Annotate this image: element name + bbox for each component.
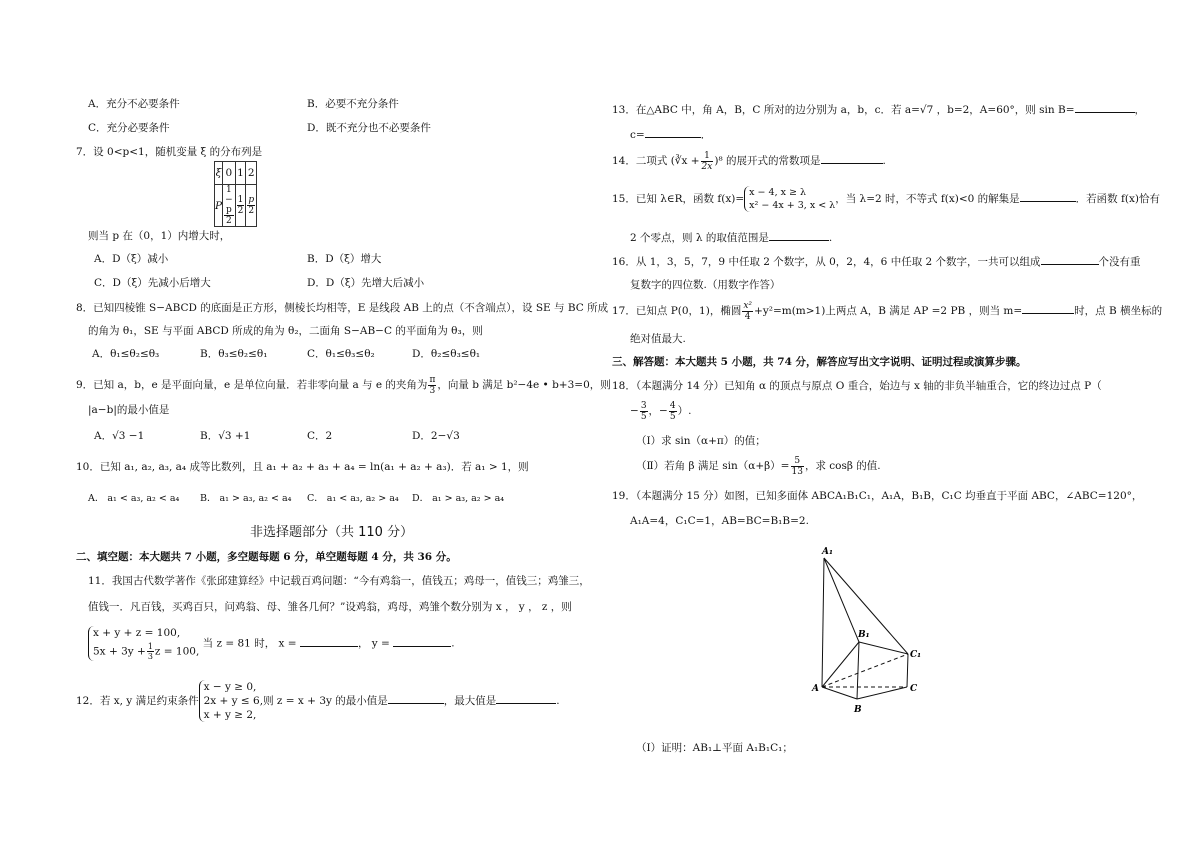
q11-end: . [451,637,455,650]
q14-line [612,148,886,174]
q9-line-1 [76,372,611,398]
q13-comma: ， [1134,104,1146,116]
answer-blank [645,127,701,138]
fraction-numerator: p [248,195,255,205]
section-2-heading: 二、填空题：本大题共 7 小题，多空题每题 6 分，单空题每题 4 分，共 36 分。 [76,551,457,563]
q7-option-d: D．D（ξ）先增大后减小 [307,277,425,289]
q8-option-b: B．θ₃≤θ₂≤θ₁ [200,348,268,360]
table-cell [223,185,236,227]
q11-equation-1: x + y + z = 100, [93,627,181,639]
q15-line-2 [630,230,832,245]
q9-text-a: 9．已知 a，b，e 是平面向量，e 是单位向量．若非零向量 a 与 e 的夹角为 [76,379,428,391]
label-a1: A₁ [822,547,833,557]
q18-line-2 [630,398,691,424]
label-c: C [910,684,918,694]
piecewise-brace [744,186,835,212]
polyhedron-figure [800,542,930,717]
q15-end: . [828,232,833,244]
fraction-numerator: 5 [791,456,804,467]
q12-constraint-3: x + y ≥ 2, [203,709,257,721]
answer-blank [393,636,451,647]
q16-line-1 [612,254,1141,269]
answer-blank [1041,254,1099,265]
q15-text-a: 15．已知 λ∈R，函数 f(x)= [612,193,745,205]
q8-line-2: 的角为 θ₁，SE 与平面 ABCD 所成的角为 θ₂，二面角 S−AB−C 的平面角为 θ₃，则 [88,325,483,337]
q18-line-1: 18．（本题满分 14 分）已知角 α 的顶点与原点 O 重合，始边与 x 轴的非负半轴重合，它的终边过点 P（ [612,380,1102,392]
q7-option-c: C．D（ξ）先减小后增大 [94,277,211,289]
q19-line-1: 19．（本题满分 15 分）如图，已知多面体 ABCA₁B₁C₁，A₁A，B₁B，C₁C 均垂直于平面 ABC，∠ABC=120°， [612,490,1143,502]
q11-eq2-b: z = 100, [154,645,200,658]
table-cell [235,185,246,227]
fraction-numerator: 1 [147,642,153,651]
constraint-brace [199,680,264,722]
table-cell: ξ [215,162,223,185]
q10-option-b: B． a₁ > a₃, a₂ < a₄ [200,493,292,504]
q14-text-b: )⁸ 的展开式的常数项是 [714,155,821,167]
fraction-denominator: 2 [225,216,232,226]
q8-option-a: A．θ₁≤θ₂≤θ₃ [92,348,160,360]
q11-system [88,626,455,661]
table-cell: 1 [235,162,246,185]
fraction-denominator: 2x [701,161,713,172]
q12-end: . [556,695,560,707]
section-3-heading: 三、解答题：本大题共 5 小题，共 74 分，解答应写出文字说明、证明过程或演算步骤。 [612,356,1027,368]
q13-c: c= [630,129,645,141]
table-cell [246,185,257,227]
q8-option-d: D．θ₂≤θ₃≤θ₁ [412,348,481,360]
q10-option-c: C． a₁ < a₃, a₂ > a₄ [307,493,399,504]
q9-option-c: C．2 [307,430,333,442]
q8-line-1: 8．已知四棱锥 S−ABCD 的底面是正方形，侧棱长均相等，E 是线段 AB 上的点（不含端点），设 SE 与 BC 所成 [76,302,609,314]
q13-line-2 [630,127,711,142]
q16-text-b: 个没有重 [1098,256,1141,268]
q15-text-b: ，当 λ=2 时，不等式 f(x)<0 的解集是 [835,193,1020,205]
table-cell: P [215,185,223,227]
fraction-numerator: 1 [701,151,714,162]
table-cell: 0 [223,162,236,185]
q6-option-d: D．既不充分也不必要条件 [307,122,431,134]
label-a: A [812,684,819,694]
q6-option-b: B．必要不充分条件 [307,98,399,110]
label-c1: C₁ [910,650,922,660]
q12-line [76,680,560,722]
q12-constraint-2: 2x + y ≤ 6, [203,695,264,707]
fraction-numerator: 1 − p [225,185,233,215]
fraction-denominator: 2 [248,206,255,216]
q15-text-c: ．若函数 f(x)恰有 [1075,193,1161,205]
q6-option-c: C．充分必要条件 [88,122,170,134]
fraction-numerator: x² [743,300,753,311]
table-cell: 2 [246,162,257,185]
q7-stem: 7．设 0<p<1，随机变量 ξ 的分布列是 [76,146,263,158]
q19-part-1: （Ⅰ）证明：AB₁⊥平面 A₁B₁C₁； [636,742,793,754]
q18-p2-text-b: ，求 cosβ 的值. [804,460,881,472]
answer-blank [1020,191,1076,202]
q14-end: . [882,155,886,167]
q13-line-1 [612,102,1145,117]
answer-blank [1022,303,1074,314]
q11-eq2-a: 5x + 3y + [93,645,146,658]
fraction-numerator: 3 [640,400,647,411]
answer-blank [388,693,444,704]
q10-option-d: D． a₁ > a₃, a₂ > a₄ [412,493,505,504]
q18-minus: − [630,405,639,417]
q18-p2-text-a: （Ⅱ）若角 β 满足 sin（α+β）= [636,460,790,472]
q7-distribution-table [214,161,257,227]
q11-when: 当 z = 81 时， x = [202,637,297,650]
answer-blank [1075,102,1135,113]
fraction-numerator: π [429,374,436,385]
answer-blank [769,230,829,241]
q12-mid: 则 z = x + 3y 的最小值是 [263,695,388,707]
label-b1: B₁ [858,630,870,640]
q16-line-2: 复数字的四位数.（用数字作答） [630,279,781,291]
q11-y: ， y = [357,637,390,650]
fraction-numerator: 4 [669,400,676,411]
fraction-numerator: 1 [237,195,244,205]
q14-text-a: 14．二项式 (∛x + [612,155,700,167]
q6-option-a: A．充分不必要条件 [88,98,180,110]
answer-blank [496,693,556,704]
q19-line-2: A₁A=4，C₁C=1，AB=BC=B₁B=2. [630,515,809,527]
q12-max: ，最大值是 [443,695,497,707]
q13-end: ． [700,129,712,141]
part-title: 非选择题部分（共 110 分） [250,525,414,540]
q17-text-a: 17．已知点 P(0，1)，椭圆 [612,305,742,317]
q17-line-1 [612,298,1162,324]
fraction-denominator: 13 [791,466,803,477]
fraction-denominator: 5 [669,411,676,422]
q9-option-b: B．√3 +1 [200,430,251,442]
q18-part-2 [636,453,881,479]
q9-text-b: ，向量 b 满足 b²−4e • b+3=0，则 [437,379,611,391]
fraction-denominator: 3 [429,385,436,396]
q7-ask: 则当 p 在（0，1）内增大时， [88,230,231,242]
q15-line-1 [612,186,1160,212]
q18-comma: ，− [648,405,668,417]
q9-option-a: A．√3 −1 [94,430,145,442]
q17-text-c: 时，点 B 横坐标的 [1074,305,1163,317]
q17-line-2: 绝对值最大. [630,333,686,345]
q7-option-a: A．D（ξ）减小 [94,253,169,265]
label-b: B [854,705,862,715]
q17-text-b: +y²=m(m>1)上两点 A，B 满足 AP =2 PB ，则当 m= [754,305,1023,317]
q10-option-a: A． a₁ < a₃, a₂ < a₄ [88,493,180,504]
q15-case-1: x − 4, x ≥ λ [749,187,806,198]
fraction-denominator: 5 [640,411,647,422]
q7-option-b: B．D（ξ）增大 [307,253,382,265]
answer-blank [300,636,358,647]
q15-case-2: x² − 4x + 3, x < λ [749,200,836,211]
fraction-denominator: 2 [237,206,244,216]
q8-option-c: C．θ₁≤θ₃≤θ₂ [307,348,375,360]
q9-option-d: D．2−√3 [412,430,460,442]
q11-equation-2 [93,642,199,661]
q18-part-1: （Ⅰ）求 sin（α+π）的值； [636,435,766,447]
q15-range: 2 个零点，则 λ 的取值范围是 [630,232,769,244]
q11-line-2: 值钱一．凡百钱，买鸡百只，问鸡翁、母、雏各几何？”设鸡翁，鸡母，鸡雏个数分别为 x ， y ， z ，则 [88,601,572,613]
q11-line-1: 11．我国古代数学著作《张邱建算经》中记载百鸡问题：“今有鸡翁一，值钱五；鸡母一，值钱三；鸡雏三， [88,575,590,587]
equation-brace [88,626,199,661]
q13-text: 13．在△ABC 中，角 A，B，C 所对的边分别为 a，b，c．若 a=√7 ，b=2，A=60°，则 sin B= [612,104,1075,116]
fraction-denominator: 3 [147,652,153,661]
q9-line-2: |a−b|的最小值是 [88,404,170,416]
q12-pre: 12．若 x, y 满足约束条件 [76,695,199,707]
q10-line-1: 10．已知 a₁, a₂, a₃, a₄ 成等比数列，且 a₁ + a₂ + a₃ + a₄ = ln(a₁ + a₂ + a₃)．若 a₁ > 1，则 [76,461,529,473]
answer-blank [821,153,883,164]
fraction-denominator: 4 [744,311,751,322]
q12-constraint-1: x − y ≥ 0, [203,681,257,693]
q16-text-a: 16．从 1，3，5，7，9 中任取 2 个数字，从 0，2，4，6 中任取 2 个数字，一共可以组成 [612,256,1041,268]
q18-close: ）. [677,405,692,417]
